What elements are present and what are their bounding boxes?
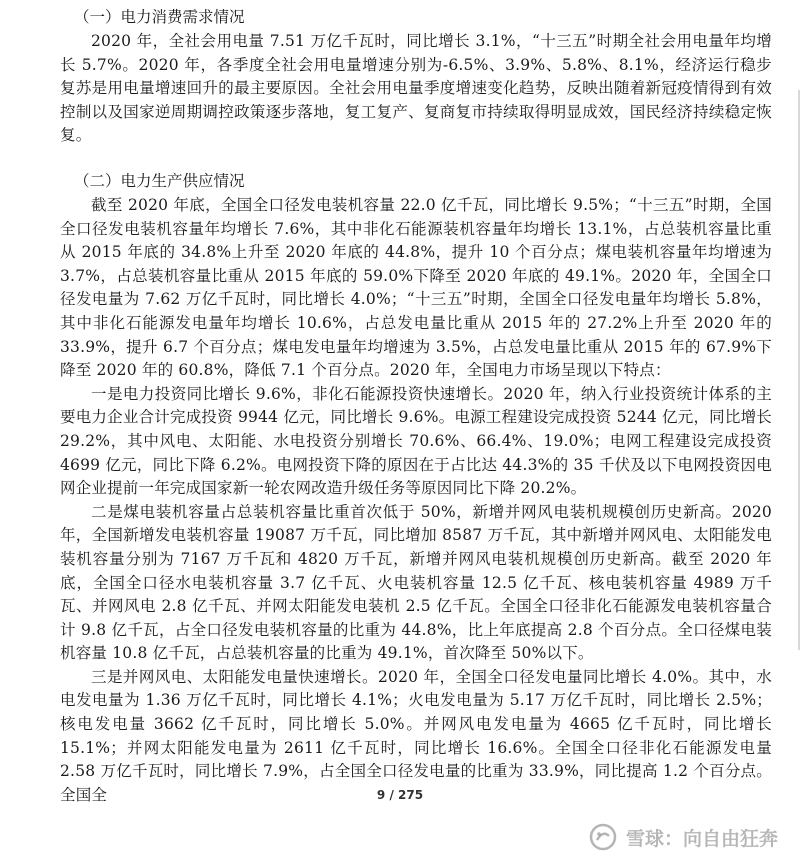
section-body-consumption <box>60 30 772 148</box>
section-body-supply <box>60 194 772 807</box>
watermark-text: 雪球：向自由狂奔 <box>625 827 778 850</box>
paragraph: 三是并网风电、太阳能发电量快速增长。2020 年，全国全口径发电量同比增长 4.0%。其中，水电发电量为 1.36 万亿千瓦时，同比增长 4.1%；火电发电量为 5.17 万亿千瓦时，同比增长 2.5%；核电发电量 3662 亿千瓦时，同比增长 5.0%。并网风电发电量为 4665 亿千瓦时，同比增长 15.1%；并网太阳能发电量为 2611 亿千瓦时，同比增长 16.6%。全国全口径非化石能源发电量 2.58 万亿千瓦时，同比增长 7.9%，占全国全口径发电量的比重为 33.9%，同比提高 1.2 个百分点。全国全 <box>60 667 772 804</box>
paragraph: 一是电力投资同比增长 9.6%，非化石能源投资快速增长。2020 年，纳入行业投资统计体系的主要电力企业合计完成投资 9944 亿元，同比增长 9.6%。电源工程建设完成投资 5244 亿元，同比增长 29.2%，其中风电、太阳能、水电投资分别增长 70.6%、66.4%、19.0%；电网工程建设完成投资 4699 亿元，同比下降 6.2%。电网投资下降的原因在于占比达 44.3%的 35 千伏及以下电网投资因电网企业提前一年完成国家新一轮农网改造升级任务等原因同比下降 20.2%。 <box>60 384 772 498</box>
snowball-logo-icon <box>588 822 618 852</box>
section-heading-supply: （二）电力生产供应情况 <box>74 172 245 190</box>
watermark <box>588 822 778 852</box>
paragraph: 2020 年，全社会用电量 7.51 万亿千瓦时，同比增长 3.1%，“十三五”时期全社会用电量年均增长 5.7%。2020 年，各季度全社会用电量增速分别为-6.5%、3.9%、5.8%、8.1%，经济运行稳步复苏是用电量增速回升的最主要原因。全社会用电量季度增速变化趋势，反映出随着新冠疫情得到有效控制以及国家逆周期调控政策逐步落地，复工复产、复商复市持续取得明显成效，国民经济持续稳定恢复。 <box>60 32 772 145</box>
paragraph: 二是煤电装机容量占总装机容量比重首次低于 50%，新增并网风电装机规模创历史新高。2020 年，全国新增发电装机容量 19087 万千瓦，同比增加 8587 万千瓦，其中新增并网风电、太阳能发电装机容量分别为 7167 万千瓦和 4820 万千瓦，新增并网风电装机规模创历史新高。截至 2020 年底，全国全口径水电装机容量 3.7 亿千瓦、火电装机容量 12.5 亿千瓦、核电装机容量 4989 万千瓦、并网风电 2.8 亿千瓦、并网太阳能发电装机 2.5 亿千瓦。全国全口径非化石能源发电装机容量合计 9.8 亿千瓦，占全口径发电装机容量的比重为 44.8%，比上年底提高 2.8 个百分点。全口径煤电装机容量 10.8 亿千瓦，占总装机容量的比重为 49.1%，首次降至 50%以下。 <box>60 502 772 663</box>
section-heading-consumption: （一）电力消费需求情况 <box>74 8 245 26</box>
page-number: 9 / 275 <box>376 788 424 802</box>
paragraph: 截至 2020 年底，全国全口径发电装机容量 22.0 亿千瓦，同比增长 9.5%；“十三五”时期，全国全口径发电装机容量年均增长 7.6%，其中非化石能源装机容量年均增长 13.1%，占总装机容量比重从 2015 年底的 34.8%上升至 2020 年底的 44.8%，提升 10 个百分点；煤电装机容量年均增速为 3.7%，占总装机容量比重从 2015 年底的 59.0%下降至 2020 年底的 49.1%。2020 年，全国全口径发电量为 7.62 万亿千瓦时，同比增长 4.0%；“十三五”时期，全国全口径发电量年均增长 5.8%，其中非化石能源发电量年均增长 10.6%，占总发电量比重从 2015 年的 27.2%上升至 2020 年的 33.9%，提升 6.7 个百分点；煤电发电量年均增速为 3.5%，占总发电量比重从 2015 年的 67.9%下降至 2020 年的 60.8%，降低 7.1 个百分点。2020 年，全国电力市场呈现以下特点： <box>60 196 772 380</box>
